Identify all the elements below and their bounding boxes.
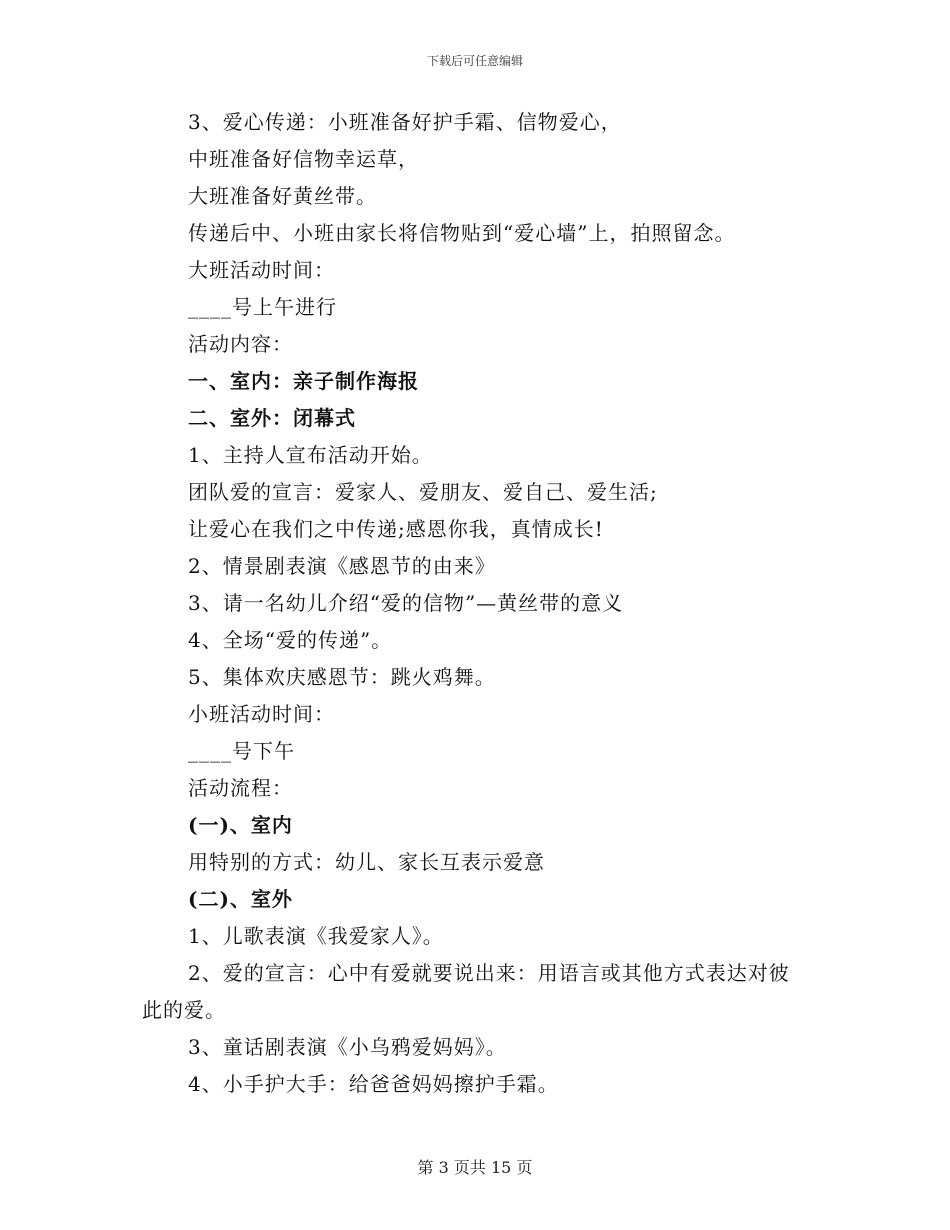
text-line: 传递后中、小班由家长将信物贴到“爱心墙”上，拍照留念。 (188, 221, 736, 245)
text-line: 2、情景剧表演《感恩节的由来》 (188, 554, 496, 578)
text-line: 3、爱心传递：小班准备好护手霜、信物爱心， (188, 110, 622, 134)
text-line: 用特别的方式：幼儿、家长互表示爱意 (188, 850, 545, 874)
text-line-continuation: 此的爱。 (142, 998, 226, 1022)
section-heading: (一)、室内 (188, 813, 293, 837)
text-line: 让爱心在我们之中传递;感恩你我，真情成长! (188, 517, 604, 541)
text-line: 团队爱的宣言：爱家人、爱朋友、爱自己、爱生活; (188, 480, 658, 504)
text-line: 4、全场“爱的传递”。 (188, 628, 393, 652)
text-line: 活动内容： (188, 332, 293, 356)
text-line: 中班准备好信物幸运草， (188, 147, 419, 171)
text-line: 活动流程： (188, 776, 293, 800)
text-line: 4、小手护大手：给爸爸妈妈擦护手霜。 (188, 1072, 559, 1096)
text-line: 大班活动时间： (188, 258, 335, 282)
section-heading: 一、室内：亲子制作海报 (188, 369, 419, 393)
text-line: 3、请一名幼儿介绍“爱的信物”—黄丝带的意义 (188, 591, 624, 615)
text-line: 1、儿歌表演《我爱家人》。 (188, 924, 444, 948)
text-line: 1、主持人宣布活动开始。 (188, 443, 433, 467)
text-line: 2、爱的宣言：心中有爱就要说出来：用语言或其他方式表达对彼 (188, 961, 790, 985)
text-line: ____号下午 (188, 739, 295, 763)
section-heading: (二)、室外 (188, 887, 293, 911)
text-line: 5、集体欢庆感恩节：跳火鸡舞。 (188, 665, 496, 689)
text-line: 小班活动时间： (188, 702, 335, 726)
text-line: 大班准备好黄丝带。 (188, 184, 377, 208)
page-footer: 第 3 页共 15 页 (417, 1158, 533, 1177)
page-header: 下载后可任意编辑 (426, 54, 523, 68)
text-line: 3、童话剧表演《小乌鸦爱妈妈》。 (188, 1035, 507, 1059)
section-heading: 二、室外：闭幕式 (188, 406, 356, 430)
text-line: ____号上午进行 (188, 295, 337, 319)
